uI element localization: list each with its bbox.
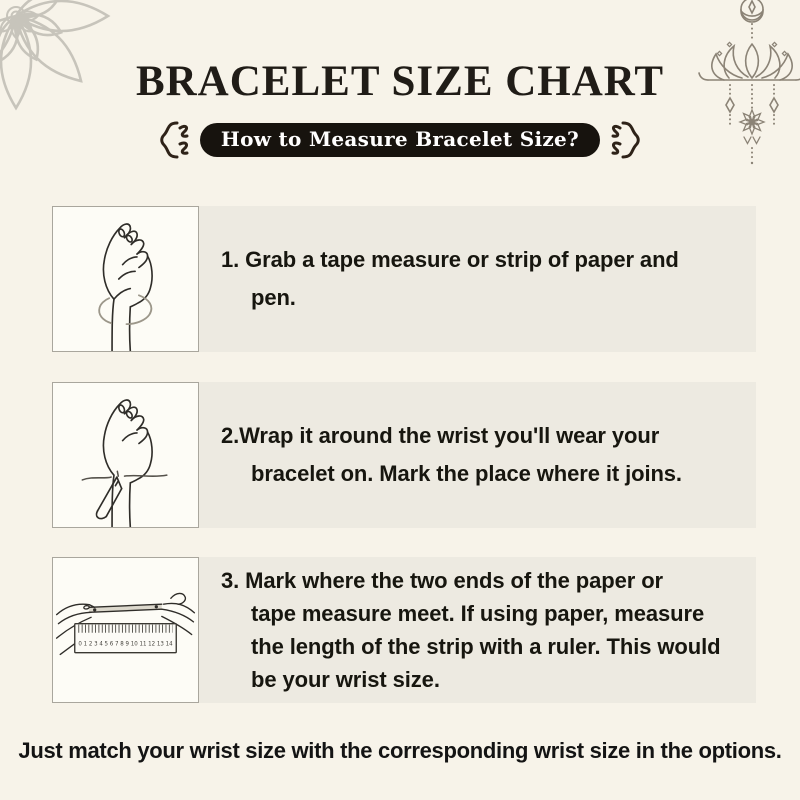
step-3-line-3: the length of the strip with a ruler. This would: [251, 634, 721, 659]
step-3-line-4: be your wrist size.: [251, 667, 440, 692]
fist-tape-loop-illustration: [53, 207, 198, 351]
step-2-illustration-box: [52, 382, 199, 528]
flourish-right-icon: [609, 119, 647, 161]
page-title: BRACELET SIZE CHART: [135, 58, 665, 105]
footer-note: Just match your wrist size with the corresponding wrist size in the options.: [18, 738, 782, 763]
step-row-3: [52, 557, 756, 703]
step-row-1: [52, 206, 756, 352]
step-3-line-2: tape measure meet. If using paper, measure: [251, 601, 705, 626]
step-2-text: [221, 417, 682, 493]
step-1-line-2: pen.: [251, 285, 296, 310]
step-2-line-2: bracelet on. Mark the place where it joins.: [251, 461, 682, 486]
fist-pen-marking-illustration: [53, 383, 198, 527]
subtitle-badge: How to Measure Bracelet Size?: [200, 123, 600, 157]
ruler-numbers: 0 1 2 3 4 5 6 7 8 9 10 11 12 13 14: [78, 641, 173, 648]
step-1-text: [221, 241, 679, 317]
flourish-left-icon: [153, 119, 191, 161]
step-1-line-1: 1. Grab a tape measure or strip of paper and: [221, 247, 679, 272]
subtitle-badge-row: [0, 119, 800, 161]
step-3-line-1: 3. Mark where the two ends of the paper or: [221, 568, 663, 593]
ruler-measuring-illustration: [53, 558, 198, 702]
step-row-2: [52, 382, 756, 528]
step-3-illustration-box: [52, 557, 199, 703]
step-3-text: [221, 564, 720, 696]
step-2-line-1: 2.Wrap it around the wrist you'll wear your: [221, 423, 660, 448]
step-1-illustration-box: [52, 206, 199, 352]
